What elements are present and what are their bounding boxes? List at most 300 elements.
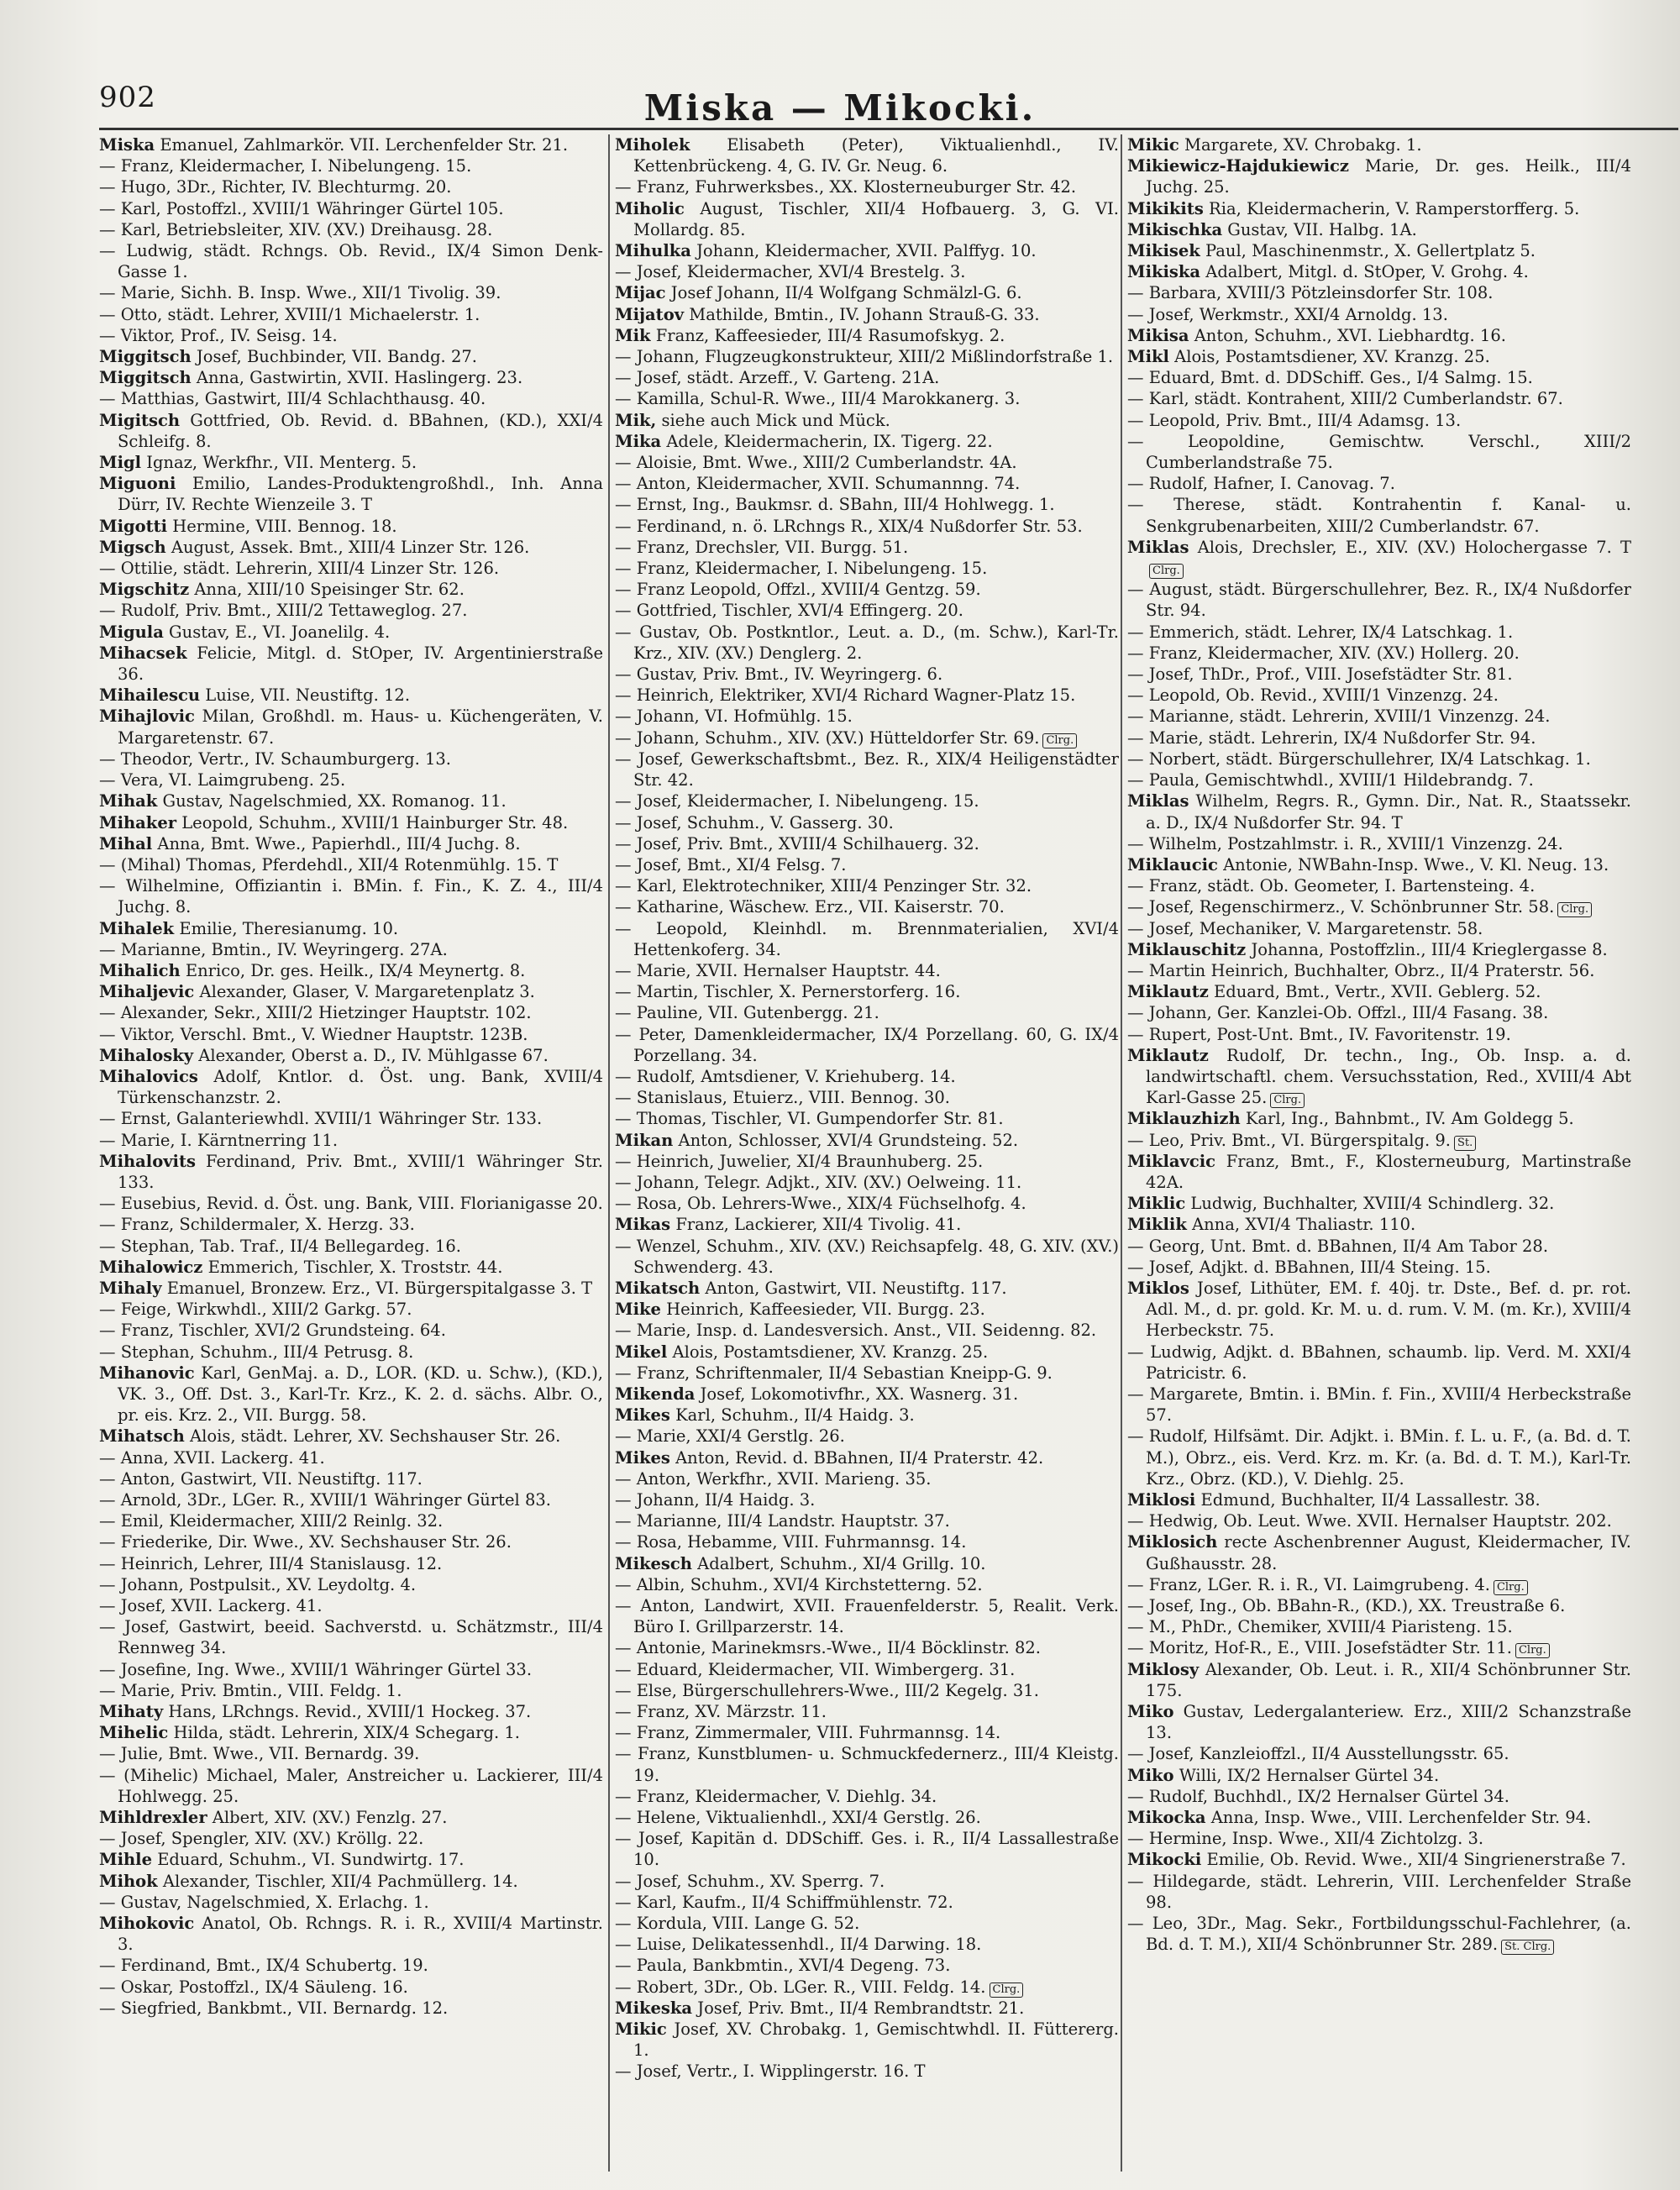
directory-entry bbox=[99, 1743, 603, 1764]
entry-details: — Rudolf, Hilfsämt. Dir. Adjkt. i. BMin. f. L. u. F., (a. Bd. d. T. M.), Obrz., eis. Verd. Krz. m. Kr. (a. Bd. d. T. M.), Karl-Tr. Krz., Obrz. (KD.), V. Diehlg. 25. bbox=[1127, 1426, 1631, 1489]
entry-details: Johanna, Postoffzlin., III/4 Krieglergasse 8. bbox=[1246, 939, 1608, 959]
entry-details: — Viktor, Verschl. Bmt., V. Wiedner Hauptstr. 123B. bbox=[99, 1024, 528, 1044]
entry-details: — Josef, Adjkt. d. BBahnen, III/4 Steing. 15. bbox=[1127, 1257, 1491, 1277]
entry-details: Luise, VII. Neustiftg. 12. bbox=[200, 685, 411, 706]
directory-entry bbox=[615, 622, 1119, 664]
entry-badge: Clrg. bbox=[1494, 1580, 1528, 1595]
directory-entry bbox=[615, 1786, 1119, 1807]
entry-badge: Clrg. bbox=[1042, 733, 1077, 748]
directory-entry bbox=[615, 1193, 1119, 1214]
entry-details: Gustav, E., VI. Joanelilg. 4. bbox=[163, 622, 391, 642]
entry-surname: Mihaty bbox=[99, 1702, 164, 1722]
entry-details: — Pauline, VII. Gutenbergg. 21. bbox=[615, 1003, 879, 1023]
entry-surname: Miklosich bbox=[1127, 1532, 1218, 1552]
directory-entry bbox=[99, 1045, 603, 1066]
entry-surname: Mihanovic bbox=[99, 1363, 195, 1383]
entry-badge: Clrg. bbox=[1515, 1643, 1550, 1658]
directory-entry bbox=[1127, 1045, 1631, 1109]
directory-entry bbox=[99, 1468, 603, 1489]
entry-details: — Johann, Postpulsit., XV. Leydoltg. 4. bbox=[99, 1574, 417, 1594]
entry-badge: Clrg. bbox=[990, 1983, 1024, 1998]
entry-details: Karl, GenMaj. a. D., LOR. (KD. u. Schw.), (KD.), VK. 3., Off. Dst. 3., Karl-Tr. Krz., K. 2. d. sächs. Albr. O., pr. eis. Krz. 2., VII. Burgg. 58. bbox=[118, 1363, 603, 1426]
entry-details: Anton, Schuhm., XVI. Liebhardtg. 16. bbox=[1189, 325, 1506, 345]
directory-entry bbox=[1127, 325, 1631, 346]
directory-entry bbox=[99, 1913, 603, 1955]
entry-details: Alexander, Glaser, V. Margaretenplatz 3. bbox=[194, 982, 535, 1002]
column-1 bbox=[99, 134, 603, 2172]
entry-surname: Mihalich bbox=[99, 960, 181, 980]
entry-surname: Migula bbox=[99, 622, 164, 642]
directory-entry bbox=[99, 176, 603, 197]
entry-details: Ria, Kleidermacherin, V. Ramperstorfferg. 5. bbox=[1203, 198, 1580, 218]
entry-details: — Leo, Priv. Bmt., VI. Bürgerspitalg. 9. bbox=[1127, 1130, 1452, 1150]
directory-entry bbox=[1127, 579, 1631, 621]
directory-entry bbox=[99, 643, 603, 685]
entry-details: — M., PhDr., Chemiker, XVIII/4 Piaristeng. 15. bbox=[1127, 1617, 1513, 1637]
entry-details: Paul, Maschinenmstr., X. Gellertplatz 5. bbox=[1200, 241, 1536, 261]
entry-details: — Paula, Bankbmtin., XVI/4 Degeng. 73. bbox=[615, 1956, 951, 1976]
entry-details: — Josefine, Ing. Wwe., XVIII/1 Währinger Gürtel 33. bbox=[99, 1659, 533, 1679]
column-2 bbox=[615, 134, 1119, 2172]
entry-details: — Albin, Schuhm., XVI/4 Kirchstetterng. 52. bbox=[615, 1574, 983, 1594]
entry-surname: Mikikits bbox=[1127, 198, 1204, 218]
entry-details: — Friederike, Dir. Wwe., XV. Sechshauser Str. 26. bbox=[99, 1532, 512, 1552]
directory-entry bbox=[99, 325, 603, 346]
directory-entry bbox=[1127, 875, 1631, 896]
directory-entry bbox=[99, 1002, 603, 1023]
directory-entry bbox=[99, 1193, 603, 1214]
directory-entry bbox=[615, 1892, 1119, 1913]
directory-entry bbox=[99, 1871, 603, 1892]
entry-surname: Mihal bbox=[99, 833, 153, 853]
entry-details: Anna, Gastwirtin, XVII. Haslingerg. 23. bbox=[191, 368, 523, 388]
entry-badge: St. bbox=[1454, 1136, 1476, 1151]
entry-surname: Miska bbox=[99, 135, 155, 155]
directory-entry bbox=[615, 431, 1119, 452]
directory-entry bbox=[615, 727, 1119, 748]
entry-surname: Miholic bbox=[615, 198, 685, 218]
entry-badge: St. Clrg. bbox=[1501, 1940, 1554, 1955]
directory-entry bbox=[1127, 198, 1631, 219]
entry-details: Marie, Dr. ges. Heilk., III/4 Juchg. 25. bbox=[1146, 156, 1631, 197]
directory-entry bbox=[99, 155, 603, 176]
directory-entry bbox=[615, 1363, 1119, 1384]
entry-details: — Anton, Werkfhr., XVII. Marieng. 35. bbox=[615, 1468, 932, 1489]
directory-entry bbox=[615, 1510, 1119, 1531]
directory-entry bbox=[1127, 537, 1631, 579]
entry-surname: Miklaucic bbox=[1127, 854, 1218, 874]
entry-surname: Mikenda bbox=[615, 1384, 696, 1404]
entry-details: — Rudolf, Amtsdiener, V. Kriehuberg. 14. bbox=[615, 1066, 956, 1086]
directory-entry bbox=[615, 1828, 1119, 1870]
entry-surname: Mihajlovic bbox=[99, 706, 195, 727]
entry-details: — Therese, städt. Kontrahentin f. Kanal- u. Senkgrubenarbeiten, XIII/2 Cumberlandstr. 67. bbox=[1127, 495, 1631, 536]
entry-details: Anton, Gastwirt, VII. Neustiftg. 117. bbox=[700, 1278, 1007, 1298]
entry-surname: Migsch bbox=[99, 537, 166, 557]
entry-details: — Leopold, Ob. Revid., XVIII/1 Vinzenzg. 24. bbox=[1127, 685, 1499, 706]
directory-entry bbox=[1127, 1871, 1631, 1913]
entry-surname: Miklauzhizh bbox=[1127, 1109, 1241, 1129]
directory-entry bbox=[615, 325, 1119, 346]
directory-entry bbox=[99, 1765, 603, 1807]
directory-entry bbox=[1127, 1616, 1631, 1637]
entry-details: — Josef, Vertr., I. Wipplingerstr. 16. T bbox=[615, 2061, 926, 2082]
directory-entry bbox=[99, 748, 603, 769]
directory-entry bbox=[1127, 282, 1631, 303]
entry-details: — Karl, Elektrotechniker, XIII/4 Penzinger Str. 32. bbox=[615, 876, 1032, 896]
entry-details: — Franz, Kleidermacher, XIV. (XV.) Hollerg. 20. bbox=[1127, 643, 1520, 663]
entry-details: — Hugo, 3Dr., Richter, IV. Blechturmg. 20. bbox=[99, 177, 452, 197]
entry-details: — Marianne, III/4 Landstr. Hauptstr. 37. bbox=[615, 1511, 950, 1531]
directory-entry bbox=[99, 1701, 603, 1722]
directory-entry bbox=[99, 198, 603, 219]
entry-details: — Karl, Postoffzl., XVIII/1 Währinger Gürtel 105. bbox=[99, 198, 504, 218]
directory-entry bbox=[615, 1320, 1119, 1341]
directory-entry bbox=[99, 685, 603, 706]
directory-entry bbox=[99, 1278, 603, 1299]
entry-details: — Heinrich, Lehrer, III/4 Stanislausg. 12. bbox=[99, 1553, 443, 1573]
entry-surname: Miklosi bbox=[1127, 1490, 1196, 1510]
entry-surname: Mihalek bbox=[99, 918, 175, 938]
directory-entry bbox=[99, 918, 603, 939]
directory-entry bbox=[1127, 790, 1631, 832]
entry-surname: Mik, bbox=[615, 410, 657, 430]
directory-entry bbox=[99, 1426, 603, 1447]
directory-entry bbox=[1127, 1765, 1631, 1786]
directory-entry bbox=[615, 960, 1119, 981]
entry-surname: Mijac bbox=[615, 283, 666, 303]
directory-entry bbox=[615, 1743, 1119, 1785]
directory-entry bbox=[1127, 833, 1631, 854]
entry-surname: Miggitsch bbox=[99, 347, 192, 367]
directory-entry bbox=[615, 1637, 1119, 1658]
entry-badge: Clrg. bbox=[1149, 564, 1184, 579]
entry-details: Ignaz, Werkfhr., VII. Menterg. 5. bbox=[141, 453, 417, 473]
directory-entry bbox=[99, 1236, 603, 1257]
directory-entry bbox=[615, 1553, 1119, 1574]
entry-details: — Rudolf, Priv. Bmt., XIII/2 Tettaweglog. 27. bbox=[99, 601, 468, 621]
entry-details: Karl, Ing., Bahnbmt., IV. Am Goldegg 5. bbox=[1240, 1109, 1574, 1129]
entry-details: — Rudolf, Buchhdl., IX/2 Hernalser Gürtel 34. bbox=[1127, 1786, 1509, 1806]
directory-entry bbox=[615, 473, 1119, 494]
column-divider bbox=[608, 134, 610, 2172]
directory-entry bbox=[99, 1299, 603, 1320]
entry-details: Mathilde, Bmtin., IV. Johann Strauß-G. 33. bbox=[684, 304, 1040, 324]
entry-details: Adalbert, Mitgl. d. StOper, V. Grohg. 4. bbox=[1200, 262, 1529, 282]
directory-entry bbox=[99, 1955, 603, 1976]
directory-entry bbox=[99, 1977, 603, 1998]
directory-entry bbox=[615, 452, 1119, 473]
entry-details: — Eusebius, Revid. d. Öst. ung. Bank, VIII. Florianigasse 20. bbox=[99, 1194, 603, 1214]
directory-entry bbox=[99, 1342, 603, 1363]
entry-details: — Josef, Schuhm., XV. Sperrg. 7. bbox=[615, 1871, 885, 1891]
directory-entry bbox=[99, 367, 603, 388]
entry-details: — Georg, Unt. Bmt. d. BBahnen, II/4 Am Tabor 28. bbox=[1127, 1236, 1549, 1256]
directory-entry bbox=[99, 219, 603, 240]
directory-entry bbox=[1127, 622, 1631, 643]
entry-details: — Hildegarde, städt. Lehrerin, VIII. Lerchenfelder Straße 98. bbox=[1127, 1871, 1631, 1912]
directory-entry bbox=[615, 918, 1119, 960]
entry-details: — Kamilla, Schul-R. Wwe., III/4 Marokkanerg. 3. bbox=[615, 389, 1021, 409]
entry-surname: Mikes bbox=[615, 1405, 670, 1426]
directory-entry bbox=[1127, 1384, 1631, 1426]
entry-details: Anna, Insp. Wwe., VIII. Lerchenfelder Str. 94. bbox=[1205, 1808, 1592, 1828]
entry-details: — Ernst, Ing., Baukmsr. d. SBahn, III/4 Hohlwegg. 1. bbox=[615, 495, 1055, 515]
entry-details: — Hedwig, Ob. Leut. Wwe. XVII. Hernalser Hauptstr. 202. bbox=[1127, 1511, 1612, 1531]
entry-surname: Mihalosky bbox=[99, 1045, 194, 1065]
directory-entry bbox=[99, 1722, 603, 1743]
directory-entry bbox=[1127, 1574, 1631, 1595]
directory-entry bbox=[1127, 1193, 1631, 1214]
entry-details: — Franz, XV. Märzstr. 11. bbox=[615, 1702, 827, 1722]
directory-entry bbox=[99, 1807, 603, 1828]
entry-details: Ferdinand, Priv. Bmt., XVIII/1 Währinger Str. 133. bbox=[118, 1151, 603, 1192]
entry-details: — Josef, Kanzleioffzl., II/4 Ausstellungsstr. 65. bbox=[1127, 1744, 1509, 1764]
directory-entry bbox=[615, 1913, 1119, 1934]
entry-details: — Josef, Kleidermacher, XVI/4 Brestelg. 3. bbox=[615, 262, 966, 282]
entry-details: — Franz, Zimmermaler, VIII. Fuhrmannsg. 14. bbox=[615, 1723, 1001, 1743]
directory-entry bbox=[1127, 854, 1631, 875]
entry-details: — Rudolf, Hafner, I. Canovag. 7. bbox=[1127, 474, 1395, 494]
entry-details: — Josef, Gastwirt, beeid. Sachverstd. u. Schätzmstr., III/4 Rennweg 34. bbox=[99, 1617, 603, 1658]
directory-entry bbox=[615, 1172, 1119, 1193]
entry-badge: Clrg. bbox=[1557, 902, 1592, 917]
entry-details: — Ernst, Galanteriewhdl. XVIII/1 Währinger Str. 133. bbox=[99, 1109, 543, 1129]
entry-surname: Mihle bbox=[99, 1850, 152, 1870]
directory-entry bbox=[615, 1342, 1119, 1363]
directory-entry bbox=[615, 1405, 1119, 1426]
entry-details: recte Aschenbrenner August, Kleidermacher, IV. Gußhausstr. 28. bbox=[1146, 1532, 1631, 1573]
directory-entry bbox=[99, 516, 603, 537]
entry-details: — Rupert, Post-Unt. Bmt., IV. Favoritenstr. 19. bbox=[1127, 1024, 1511, 1044]
entry-details: August, Assek. Bmt., XIII/4 Linzer Str. 126. bbox=[165, 537, 530, 557]
entry-details: — Siegfried, Bankbmt., VII. Bernardg. 12. bbox=[99, 1998, 449, 2018]
entry-surname: Mikesch bbox=[615, 1553, 692, 1573]
entry-surname: Mihaljevic bbox=[99, 982, 195, 1002]
directory-entry bbox=[1127, 1913, 1631, 1955]
directory-entry bbox=[99, 558, 603, 579]
directory-entry bbox=[615, 2019, 1119, 2061]
directory-entry bbox=[99, 1151, 603, 1193]
entry-surname: Miguoni bbox=[99, 474, 176, 494]
directory-entry bbox=[99, 579, 603, 600]
directory-entry bbox=[615, 981, 1119, 1002]
directory-entry bbox=[615, 516, 1119, 537]
directory-entry bbox=[1127, 1130, 1631, 1151]
entry-details: Emilio, Landes-Produktengroßhdl., Inh. Anna Dürr, IV. Rechte Wienzeile 3. T bbox=[118, 474, 603, 515]
directory-entry bbox=[1127, 706, 1631, 727]
directory-entry bbox=[1127, 981, 1631, 1002]
entry-surname: Mikatsch bbox=[615, 1278, 701, 1298]
entry-surname: Miklas bbox=[1127, 537, 1189, 557]
entry-details: — Anton, Landwirt, XVII. Frauenfelderstr. 5, Realit. Verk. Büro I. Grillparzerstr. 14. bbox=[615, 1596, 1119, 1637]
directory-entry bbox=[99, 622, 603, 643]
directory-entry bbox=[99, 1066, 603, 1108]
entry-details: — Helene, Viktualienhdl., XXI/4 Gerstlg. 26. bbox=[615, 1808, 981, 1828]
entry-details: Alexander, Ob. Leut. i. R., XII/4 Schönbrunner Str. 175. bbox=[1146, 1659, 1631, 1700]
directory-entry bbox=[615, 410, 1119, 431]
entry-surname: Mika bbox=[615, 431, 662, 451]
entry-details: Gustav, Nagelschmied, XX. Romanog. 11. bbox=[157, 791, 507, 811]
entry-surname: Miggitsch bbox=[99, 368, 192, 388]
entry-surname: Mikl bbox=[1127, 347, 1169, 367]
entry-details: — Gottfried, Tischler, XVI/4 Effingerg. 20. bbox=[615, 601, 963, 621]
directory-entry bbox=[615, 579, 1119, 600]
entry-details: Anton, Schlosser, XVI/4 Grundsteing. 52. bbox=[673, 1130, 1019, 1150]
directory-entry bbox=[615, 134, 1119, 176]
directory-entry bbox=[615, 1680, 1119, 1701]
directory-entry bbox=[1127, 1278, 1631, 1342]
entry-details: — Marianne, städt. Lehrerin, XVIII/1 Vinzenzg. 24. bbox=[1127, 706, 1551, 727]
directory-entry bbox=[99, 1214, 603, 1235]
entry-badge: Clrg. bbox=[1270, 1093, 1305, 1108]
entry-surname: Mike bbox=[615, 1300, 661, 1320]
entry-details: — Heinrich, Juwelier, XI/4 Braunhuberg. 25. bbox=[615, 1151, 984, 1171]
directory-entry bbox=[1127, 748, 1631, 769]
entry-details: — Paula, Gemischtwhdl., XVIII/1 Hildebrandg. 7. bbox=[1127, 770, 1534, 790]
entry-details: — Johann, VI. Hofmühlg. 15. bbox=[615, 706, 853, 727]
entry-details: Franz, Lackierer, XII/4 Tivolig. 41. bbox=[670, 1215, 962, 1235]
directory-entry bbox=[615, 198, 1119, 240]
entry-details: Alois, Postamtsdiener, XV. Kranzg. 25. bbox=[667, 1342, 989, 1362]
entry-details: — Barbara, XVIII/3 Pötzleinsdorfer Str. 108. bbox=[1127, 283, 1494, 303]
directory-entry bbox=[99, 706, 603, 748]
directory-entry bbox=[615, 304, 1119, 325]
entry-surname: Miklas bbox=[1127, 791, 1189, 811]
entry-details: — Josef, ThDr., Prof., VIII. Josefstädter Str. 81. bbox=[1127, 664, 1513, 685]
directory-entry bbox=[615, 494, 1119, 515]
entry-surname: Miklic bbox=[1127, 1194, 1186, 1214]
entry-surname: Miklauschitz bbox=[1127, 939, 1247, 959]
entry-details: — Luise, Delikatessenhdl., II/4 Darwing. 18. bbox=[615, 1935, 982, 1955]
entry-surname: Mihak bbox=[99, 791, 158, 811]
entry-details: — Antonie, Marinekmsrs.-Wwe., II/4 Böcklinstr. 82. bbox=[615, 1638, 1041, 1658]
entry-details: — Else, Bürgerschullehrers-Wwe., III/2 Kegelg. 31. bbox=[615, 1680, 1039, 1700]
entry-surname: Miholek bbox=[615, 135, 690, 155]
entry-details: — Josef, Mechaniker, V. Margaretenstr. 58. bbox=[1127, 918, 1483, 938]
entry-details: Josef, Priv. Bmt., II/4 Rembrandtstr. 21. bbox=[692, 1998, 1025, 2018]
entry-details: — Franz, Fuhrwerksbes., XX. Klosterneuburger Str. 42. bbox=[615, 177, 1077, 197]
directory-entry bbox=[99, 1659, 603, 1680]
entry-details: — Julie, Bmt. Wwe., VII. Bernardg. 39. bbox=[99, 1744, 420, 1764]
directory-entry bbox=[99, 790, 603, 811]
directory-entry bbox=[1127, 939, 1631, 960]
directory-entry bbox=[615, 1871, 1119, 1892]
entry-surname: Miklautz bbox=[1127, 1045, 1209, 1065]
entry-surname: Mikisek bbox=[1127, 241, 1200, 261]
directory-entry bbox=[615, 1722, 1119, 1743]
entry-details: Emanuel, Bronzew. Erz., VI. Bürgerspitalgasse 3. T bbox=[161, 1278, 593, 1298]
entry-details: — Franz, Drechsler, VII. Burgg. 51. bbox=[615, 537, 909, 557]
directory-entry bbox=[1127, 261, 1631, 282]
directory-entry bbox=[615, 1426, 1119, 1447]
entry-surname: Mikas bbox=[615, 1215, 671, 1235]
directory-entry bbox=[615, 1236, 1119, 1278]
entry-details: — Hermine, Insp. Wwe., XII/4 Zichtolzg. 3. bbox=[1127, 1829, 1484, 1849]
directory-entry bbox=[1127, 1595, 1631, 1616]
directory-entry bbox=[615, 1214, 1119, 1235]
entry-details: siehe auch Mick und Mück. bbox=[656, 410, 890, 430]
entry-details: — Johann, Flugzeugkonstrukteur, XIII/2 Mißlindorfstraße 1. bbox=[615, 347, 1114, 367]
entry-details: — Katharine, Wäschew. Erz., VII. Kaiserstr. 70. bbox=[615, 897, 1005, 917]
entry-details: — Josef, Bmt., XI/4 Felsg. 7. bbox=[615, 854, 847, 874]
directory-entry bbox=[1127, 410, 1631, 431]
entry-surname: Migotti bbox=[99, 516, 168, 536]
entry-details: — Josef, städt. Arzeff., V. Garteng. 21A. bbox=[615, 368, 940, 388]
entry-details: — Arnold, 3Dr., LGer. R., XVIII/1 Währinger Gürtel 83. bbox=[99, 1490, 551, 1510]
directory-entry bbox=[99, 346, 603, 367]
directory-entry bbox=[1127, 960, 1631, 981]
entry-details: — Franz, Schildermaler, X. Herzg. 33. bbox=[99, 1215, 415, 1235]
directory-entry bbox=[99, 1574, 603, 1595]
directory-entry bbox=[99, 452, 603, 473]
directory-entry bbox=[1127, 1002, 1631, 1023]
entry-details: Josef, Lokomotivfhr., XX. Wasnerg. 31. bbox=[695, 1384, 1019, 1404]
directory-entry bbox=[1127, 367, 1631, 388]
directory-entry bbox=[1127, 388, 1631, 409]
entry-details: — Johann, Telegr. Adjkt., XIV. (XV.) Oelweing. 11. bbox=[615, 1172, 1022, 1192]
directory-entry bbox=[1127, 304, 1631, 325]
entry-details: Alois, städt. Lehrer, XV. Sechshauser Str. 26. bbox=[184, 1426, 561, 1447]
entry-details: — Wenzel, Schuhm., XIV. (XV.) Reichsapfelg. 48, G. XIV. (XV.) Schwenderg. 43. bbox=[615, 1236, 1119, 1277]
entry-details: Josef, Lithüter, EM. f. 40j. tr. Dste., Bef. d. pr. rot. Adl. M., d. pr. gold. Kr. M. u. d. rum. V. M. (m. Kr.), XVIII/4 Herbeckstr. 75. bbox=[1146, 1278, 1631, 1341]
directory-entry bbox=[615, 1807, 1119, 1828]
directory-entry bbox=[99, 388, 603, 409]
entry-details: Elisabeth (Peter), Viktualienhdl., IV. Kettenbrückeng. 4, G. IV. Gr. Neug. 6. bbox=[633, 135, 1119, 176]
directory-entry bbox=[99, 1447, 603, 1468]
entry-details: Antonie, NWBahn-Insp. Wwe., V. Kl. Neug. 13. bbox=[1217, 854, 1609, 874]
directory-entry bbox=[99, 1849, 603, 1870]
entry-details: Adolf, Kntlor. d. Öst. ung. Bank, XVIII/4 Türkenschanzstr. 2. bbox=[118, 1066, 603, 1108]
entry-surname: Mihacsek bbox=[99, 643, 187, 663]
entry-details: Edmund, Buchhalter, II/4 Lassallestr. 38. bbox=[1195, 1490, 1541, 1510]
directory-entry bbox=[615, 261, 1119, 282]
entry-details: Emmerich, Tischler, X. Troststr. 44. bbox=[202, 1257, 503, 1277]
entry-details: — Theodor, Vertr., IV. Schaumburgerg. 13. bbox=[99, 748, 451, 769]
directory-entry bbox=[615, 664, 1119, 685]
entry-details: Josef Johann, II/4 Wolfgang Schmälzl-G. 6. bbox=[665, 283, 1022, 303]
directory-entry bbox=[615, 833, 1119, 854]
entry-details: — Franz, Schriftenmaler, II/4 Sebastian Kneipp-G. 9. bbox=[615, 1363, 1053, 1383]
entry-surname: Miko bbox=[1127, 1765, 1174, 1785]
directory-entry bbox=[615, 812, 1119, 833]
entry-details: August, Tischler, XII/4 Hofbauerg. 3, G. VI. Mollardg. 85. bbox=[633, 198, 1119, 239]
directory-entry bbox=[1127, 1659, 1631, 1701]
entry-details: — Josef, Schuhm., V. Gasserg. 30. bbox=[615, 812, 894, 832]
directory-entry bbox=[99, 410, 603, 452]
entry-surname: Mikocka bbox=[1127, 1808, 1206, 1828]
entry-surname: Mikic bbox=[1127, 135, 1179, 155]
entry-details: Gottfried, Ob. Revid. d. BBahnen, (KD.), XXI/4 Schleifg. 8. bbox=[118, 410, 603, 451]
directory-entry bbox=[615, 2061, 1119, 2082]
directory-entry bbox=[615, 1278, 1119, 1299]
directory-entry bbox=[99, 812, 603, 833]
directory-entry bbox=[1127, 727, 1631, 748]
entry-details: Alexander, Oberst a. D., IV. Mühlgasse 67. bbox=[193, 1045, 549, 1065]
entry-details: Emanuel, Zahlmarkör. VII. Lerchenfelder Str. 21. bbox=[155, 135, 569, 155]
column-divider bbox=[1121, 134, 1122, 2172]
entry-details: — Josef, Regenschirmerz., V. Schönbrunner Str. 58. bbox=[1127, 897, 1555, 917]
directory-entry bbox=[1127, 643, 1631, 664]
entry-details: — Franz, Tischler, XVI/2 Grundsteing. 64. bbox=[99, 1321, 446, 1341]
directory-entry bbox=[1127, 155, 1631, 197]
directory-entry bbox=[99, 769, 603, 790]
directory-entry bbox=[615, 1489, 1119, 1510]
directory-entry bbox=[99, 1998, 603, 2019]
directory-entry bbox=[99, 1363, 603, 1426]
entry-details: — Viktor, Prof., IV. Seisg. 14. bbox=[99, 325, 338, 345]
directory-entry bbox=[615, 1977, 1119, 1998]
